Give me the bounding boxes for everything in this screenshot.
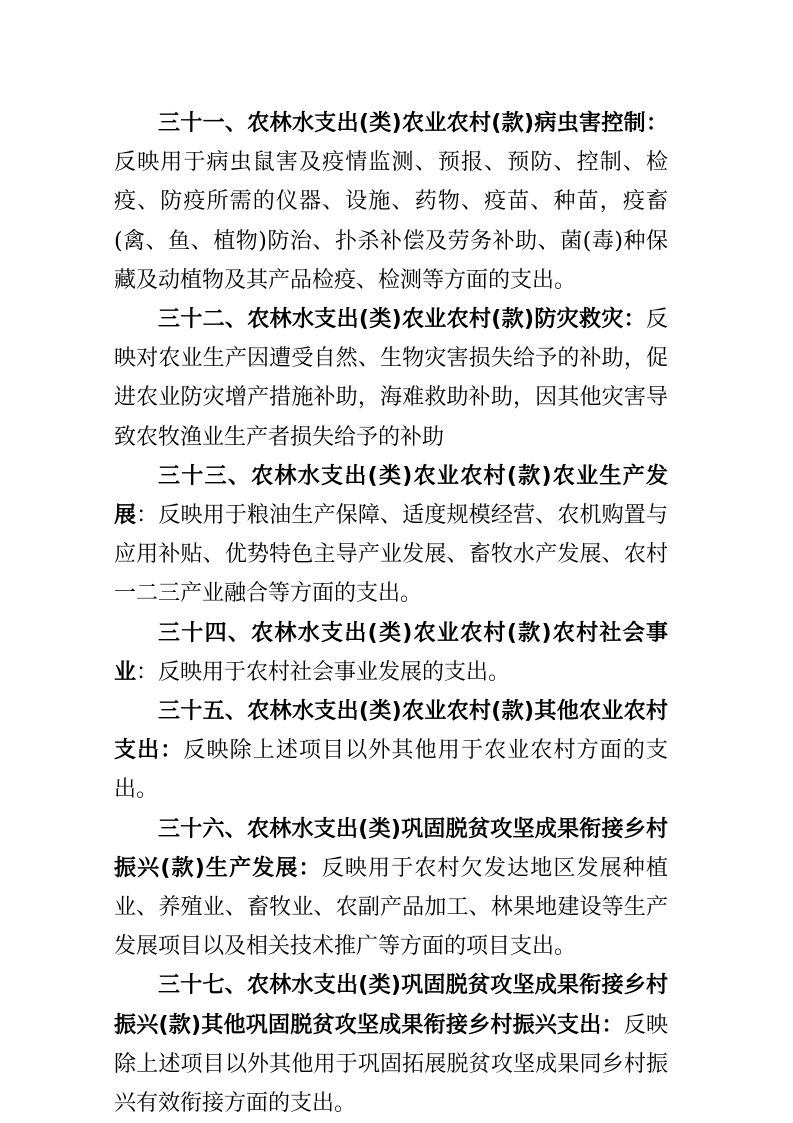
paragraph-36 [114, 810, 668, 967]
paragraph-term: 三十三、农林水支出(类)农业农村(款)农业生产发展 [114, 463, 668, 529]
paragraph-term: 三十五、农林水支出(类)农业农村(款)其他农业农村支出： [114, 699, 668, 764]
paragraph-33 [114, 457, 668, 614]
paragraph-body: 反映对农业生产因遭受自然、生物灾害损失给予的补助，促进农业防灾增产措施补助，海难救助补助，因其他灾害导致农牧渔业生产者损失给予的补助 [114, 307, 668, 450]
paragraph-body: 反映用于病虫鼠害及疫情监测、预报、预防、控制、检疫、防疫所需的仪器、设施、药物、疫苗、种苗，疫畜(禽、鱼、植物)防治、扑杀补偿及劳务补助、菌(毒)种保藏及动植物及其产品检疫、检测等方面的支出。 [114, 150, 668, 293]
paragraph-term: 三十七、农林水支出(类)巩固脱贫攻坚成果衔接乡村振兴(款)其他巩固脱贫攻坚成果衔接乡村振兴支出： [114, 973, 668, 1038]
paragraph-34 [114, 614, 668, 692]
paragraph-term: 三十六、农林水支出(类)巩固脱贫攻坚成果衔接乡村振兴(款)生产发展： [114, 816, 668, 881]
paragraph-body: 反映用于农村欠发达地区发展种植业、养殖业、畜牧业、农副产品加工、林果地建设等生产发展项目以及相关技术推广等方面的项目支出。 [114, 855, 668, 960]
document-page [114, 104, 668, 1123]
paragraph-body: 反映除上述项目以外其他用于农业农村方面的支出。 [114, 738, 668, 803]
paragraph-body: 反映除上述项目以外其他用于巩固拓展脱贫攻坚成果同乡村振兴有效衔接方面的支出。 [114, 1012, 668, 1117]
paragraph-32 [114, 300, 668, 457]
paragraph-35 [114, 692, 668, 810]
paragraph-37 [114, 966, 668, 1123]
paragraph-term: 三十二、农林水支出(类)农业农村(款)防灾救灾： [158, 307, 646, 333]
paragraph-body: ：反映用于粮油生产保障、适度规模经营、农机购置与应用补贴、优势特色主导产业发展、畜牧水产发展、农村一二三产业融合等方面的支出。 [114, 503, 668, 607]
paragraph-term: 三十四、农林水支出(类)农业农村(款)农村社会事业 [114, 620, 668, 685]
paragraph-31 [114, 104, 668, 300]
paragraph-term: 三十一、农林水支出(类)农业农村(款)病虫害控制： [158, 111, 668, 136]
paragraph-body: ：反映用于农村社会事业发展的支出。 [136, 659, 511, 685]
